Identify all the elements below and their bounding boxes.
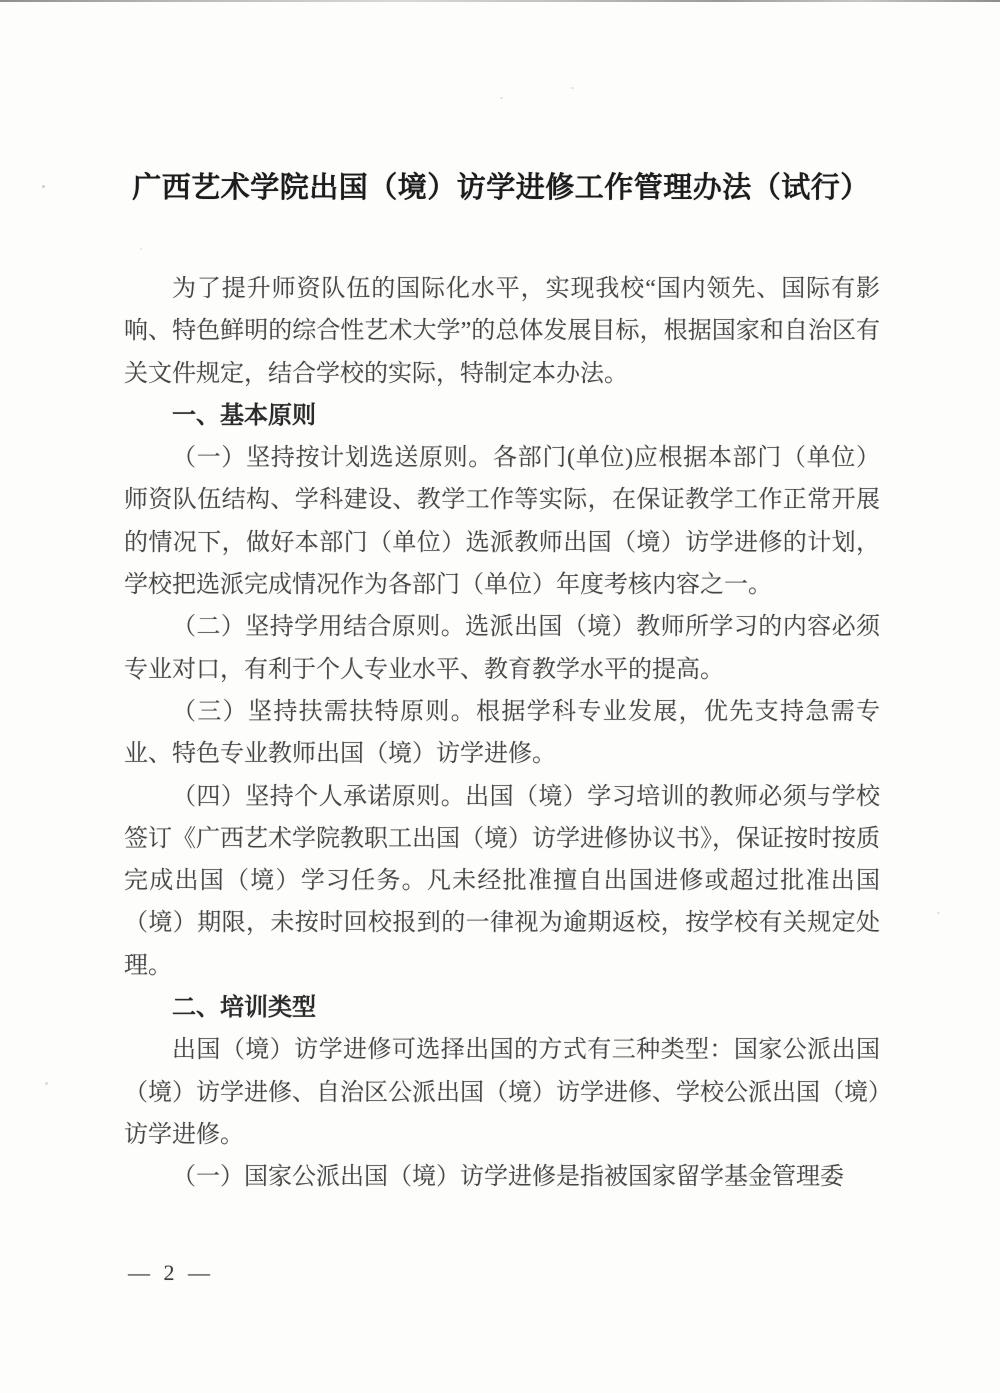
scan-speck — [937, 912, 940, 914]
section-2-heading: 二、培训类型 — [172, 994, 316, 1022]
section-2-intro: 出国（境）访学进修可选择出国的方式有三种类型：国家公派出国（境）访学进修、自治区公派出国（境）访学进修、学校公派出国（境）访学进修。 — [124, 1037, 880, 1148]
scan-edge-line — [0, 0, 1000, 2]
scan-speck — [45, 1082, 48, 1085]
clause-1-3: （三）坚持扶需扶特原则。根据学科专业发展，优先支持急需专业、特色专业教师出国（境）访学进修。 — [124, 698, 880, 768]
document-title: 广西艺术学院出国（境）访学进修工作管理办法（试行） — [132, 172, 870, 204]
section-1-heading: 一、基本原则 — [172, 401, 316, 429]
clause-2-1-partial: （一）国家公派出国（境）访学进修是指被国家留学基金管理委 — [172, 1164, 844, 1191]
scan-speck — [500, 97, 503, 99]
scan-speck — [571, 87, 574, 89]
clause-1-2: （二）坚持学用结合原则。选派出国（境）教师所学习的内容必须专业对口，有利于个人专业水平、教育教学水平的提高。 — [124, 614, 880, 683]
clause-1-4: （四）坚持个人承诺原则。出国（境）学习培训的教师必须与学校签订《广西艺术学院教职工出国（境）访学进修协议书》，保证按时按质完成出国（境）学习任务。凡未经批准擅自出国进修或超过批准出国（境）期限，未按时回校报到的一律视为逾期返校，按学校有关规定处理。 — [124, 783, 880, 979]
scan-speck — [140, 248, 142, 250]
clause-1-1: （一）坚持按计划选送原则。各部门(单位)应根据本部门（单位）师资队伍结构、学科建设、教学工作等实际，在保证教学工作正常开展的情况下，做好本部门（单位）选派教师出国（境）访学进修的计划，学校把选派完成情况作为各部门（单位）年度考核内容之一。 — [124, 445, 880, 599]
document-body — [124, 268, 880, 1199]
intro-paragraph: 为了提升师资队伍的国际化水平，实现我校“国内领先、国际有影响、特色鲜明的综合性艺术大学”的总体发展目标，根据国家和自治区有关文件规定，结合学校的实际，特制定本办法。 — [124, 276, 880, 387]
page-number: — 2 — — [128, 1260, 214, 1285]
scan-speck — [42, 185, 45, 188]
